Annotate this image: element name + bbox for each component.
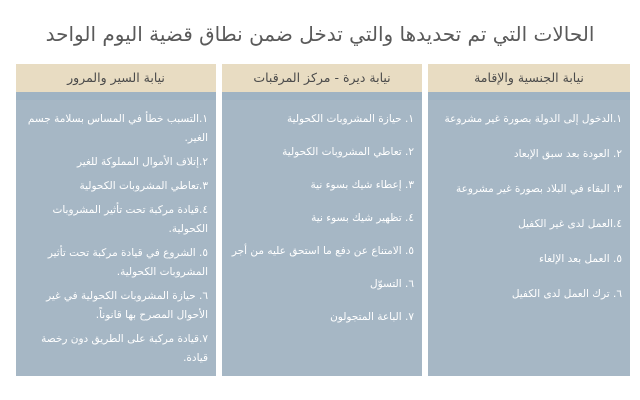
column-deira-muraqqabat <box>222 64 422 376</box>
list-item: ٥. الشروع في قيادة مركبة تحت تأثير المشروبات الكحولية. <box>47 247 208 278</box>
case-list <box>428 100 630 304</box>
list-item: ٦. ترك العمل لدى الكفيل <box>511 288 622 300</box>
list-item: ٤. تظهير شيك بسوء نية <box>311 212 414 224</box>
list-item: ٥. العمل بعد الإلغاء <box>538 253 622 265</box>
list-item: ١.الدخول إلى الدولة بصورة غير مشروعة <box>444 113 622 125</box>
list-item: ٢. تعاطي المشروبات الكحولية <box>282 146 414 158</box>
list-item: ٦. حيازة المشروبات الكحولية في غير الأحوال المصرح بها قانوناً. <box>46 290 208 321</box>
list-item: ٦. التسوّل <box>369 278 414 290</box>
column-nationality-residency <box>428 64 630 376</box>
case-list <box>16 100 216 368</box>
list-item: ٤.العمل لدى غير الكفيل <box>518 218 622 230</box>
column-body <box>222 100 422 376</box>
list-item: ٥. الامتناع عن دفع ما استحق عليه من أجر <box>231 245 414 257</box>
list-item: ٣. إعطاء شيك بسوء نية <box>310 179 414 191</box>
list-item: ١. حيازة المشروبات الكحولية <box>287 113 414 125</box>
column-traffic <box>16 64 216 376</box>
list-item: ٤.قيادة مركبة تحت تأثير المشروبات الكحولية. <box>52 204 208 235</box>
column-body <box>428 100 630 376</box>
list-item: ٢. العودة بعد سبق الإبعاد <box>513 148 622 160</box>
list-item: ٧.قيادة مركبة على الطريق دون رخصة قيادة. <box>41 333 208 364</box>
page-title: الحالات التي تم تحديدها والتي تدخل ضمن نطاق قضية اليوم الواحد <box>45 22 595 46</box>
list-item: ٣.تعاطي المشروبات الكحولية <box>79 180 208 192</box>
list-item: ٧. الباعة المتجولون <box>330 311 414 323</box>
column-header: نيابة السير والمرور <box>16 64 216 92</box>
column-body <box>16 100 216 376</box>
column-header: نيابة الجنسية والإقامة <box>428 64 630 92</box>
list-item: ١.التسبب خطأ في المساس بسلامة جسم الغير. <box>27 113 208 144</box>
column-header: نيابة ديرة - مركز المرقبات <box>222 64 422 92</box>
list-item: ٢.إتلاف الأموال المملوكة للغير <box>77 156 208 168</box>
case-list <box>222 100 422 327</box>
list-item: ٣. البقاء في البلاد بصورة غير مشروعة <box>456 183 622 195</box>
